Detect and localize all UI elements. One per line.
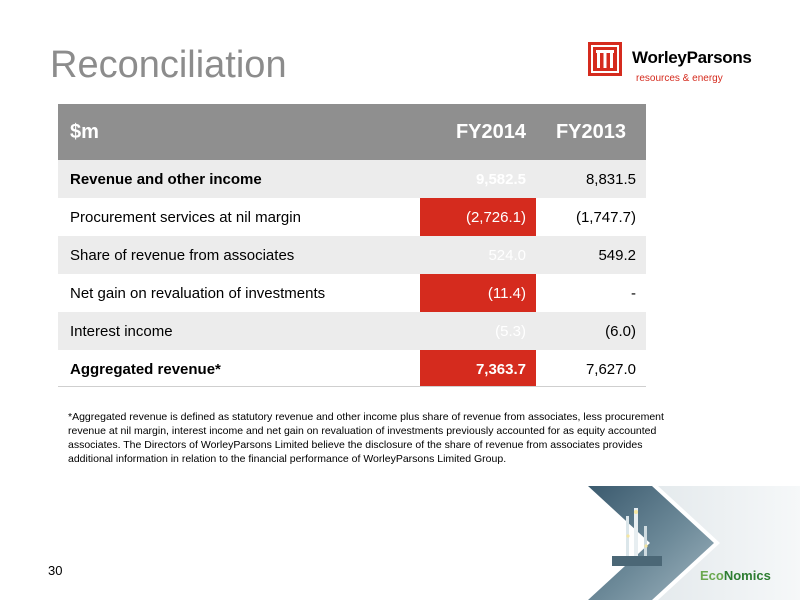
logo-name: WorleyParsons	[632, 48, 752, 67]
table-row	[58, 236, 646, 274]
fy2014-value: (11.4)	[487, 284, 526, 302]
table-row	[58, 274, 646, 312]
fy2013-value: 8,831.5	[585, 170, 636, 188]
row-label: Share of revenue from associates	[70, 246, 295, 264]
fy2013-value: 7,627.0	[585, 360, 636, 378]
row-label: Net gain on revaluation of investments	[70, 284, 326, 302]
row-label: Revenue and other income	[70, 170, 262, 188]
row-label: Interest income	[70, 322, 173, 340]
company-logo	[588, 42, 783, 90]
eco-text-part2: Nomics	[723, 568, 771, 583]
fy2014-value: 7,363.7	[475, 360, 526, 378]
page-number: 30	[48, 563, 63, 578]
eco-text-part1: Eco	[700, 568, 724, 583]
table-row-total	[58, 350, 646, 388]
footnote: *Aggregated revenue is defined as statutory revenue and other income plus share of revenue from associates, less procurement revenue at nil margin, interest income and net gain on revaluation of investments previously accounted for as equity accounted associates. The Directors of WorleyParsons Limited believe the disclosure of the share of revenue from associates provides additional information in relation to the financial performance of WorleyParsons Limited Group.	[68, 411, 664, 465]
economics-brand-mark	[700, 568, 771, 583]
table-row	[58, 160, 646, 198]
row-label: Aggregated revenue*	[70, 360, 221, 378]
fy2014-value: (2,726.1)	[465, 208, 526, 226]
table-row	[58, 198, 646, 236]
row-label: Procurement services at nil margin	[70, 208, 301, 226]
fy2014-value: 9,582.5	[475, 170, 526, 188]
fy2014-value: 524.0	[488, 246, 526, 264]
column-header-fy2013: FY2013	[555, 120, 627, 143]
logo-tagline: resources & energy	[636, 73, 723, 84]
fy2013-value: (6.0)	[605, 322, 636, 340]
fy2013-value: 549.2	[598, 246, 636, 264]
column-header-fy2014: FY2014	[455, 120, 526, 143]
fy2014-value: (5.3)	[495, 322, 526, 340]
reconciliation-table	[58, 104, 646, 388]
fy2013-value: (1,747.7)	[575, 208, 636, 226]
slide-title: Reconciliation	[50, 44, 287, 86]
table-row	[58, 312, 646, 350]
logo-mark-icon	[588, 42, 622, 76]
table-bottom-rule	[58, 386, 646, 387]
column-header-units: $m	[70, 120, 99, 143]
table-header-row	[58, 104, 646, 160]
fy2013-value: -	[631, 284, 636, 302]
